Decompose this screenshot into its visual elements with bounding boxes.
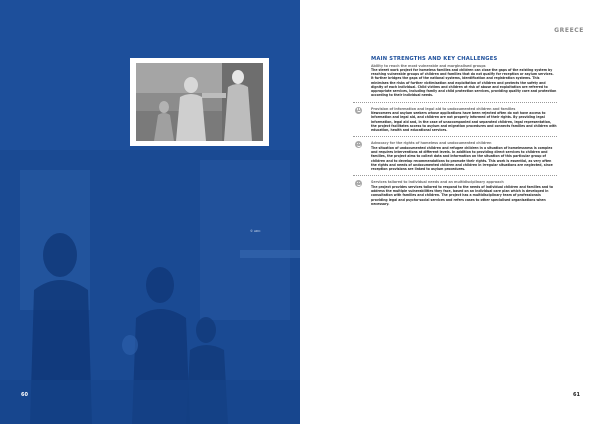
item-heading: Ability to reach the most vulnerable and marginalised groups [371, 63, 486, 68]
smiley-icon [355, 107, 362, 114]
strength-item [371, 64, 557, 98]
item-heading: Services tailored to individual needs and an multidisciplinary approach [371, 180, 504, 185]
divider [353, 136, 557, 137]
country-header: GREECE [554, 27, 584, 34]
photo-credit: © ADC [250, 229, 261, 233]
page-number-right: 61 [573, 392, 580, 398]
smiley-icon [355, 141, 362, 148]
item-body: The project provides services tailored to respond to the needs of individual children and families and to address the multiple vulnerabilities they face, based on an individual care plan which is developed in consultation with families and children. The project has a multidisciplinary team of professionals providing legal and psycho-social services and refers cases to other specialised organisations when necessary. [371, 184, 553, 206]
content-column [371, 56, 557, 206]
strength-item [371, 180, 557, 206]
divider [353, 102, 557, 103]
page-number-left: 60 [21, 392, 28, 398]
item-body: Newcomers and asylum seekers whose applications have been rejected often do not have access to information and legal aid, and children are not properly informed of their rights. By providing legal information, legal aid and, in the case of unaccompanied and separated children, legal representation, the project facilitates access to asylum and migration procedures and connects families and children with education, health and educational services. [371, 110, 557, 133]
strength-item [371, 141, 557, 171]
item-body: The situation of undocumented children and refugee children in a situation of homelessness is complex and requires interventions at different levels. In addition to providing direct services to children and families, the project aims to collect data and information on the situation of this particular group of children and to develop recommendations to promote their rights. This work is essential, as very often the rights and needs of undocumented children and children in irregular situations are neglected, since reception provisions are linked to asylum procedures. [371, 145, 553, 172]
right-page [300, 0, 600, 424]
inset-photo [136, 63, 263, 141]
strength-item [371, 107, 557, 133]
section-title: MAIN STRENGTHS AND KEY CHALLENGES [371, 56, 498, 62]
inset-photo-frame [130, 58, 269, 146]
item-heading: Advocacy for the rights of homeless and undocumented children [371, 141, 492, 146]
smiley-icon [355, 180, 362, 187]
item-heading: Provision of information and legal aid to undocumented children and families [371, 106, 516, 111]
divider [353, 175, 557, 176]
item-body: The street work project for homeless families and children can close the gaps of the existing system by reaching vulnerable groups of children and families that do not qualify for reception or asylum services. It further bridges the gaps of the national systems, identification and registration systems. This minimises the risks of further victimisation and exploitation of children and protects the safety and dignity of each individual. Child victims and children at risk of abuse and exploitation are referred to appropriate services, including family and child protection services, providing quality care and protection according to their individual needs. [371, 67, 557, 98]
